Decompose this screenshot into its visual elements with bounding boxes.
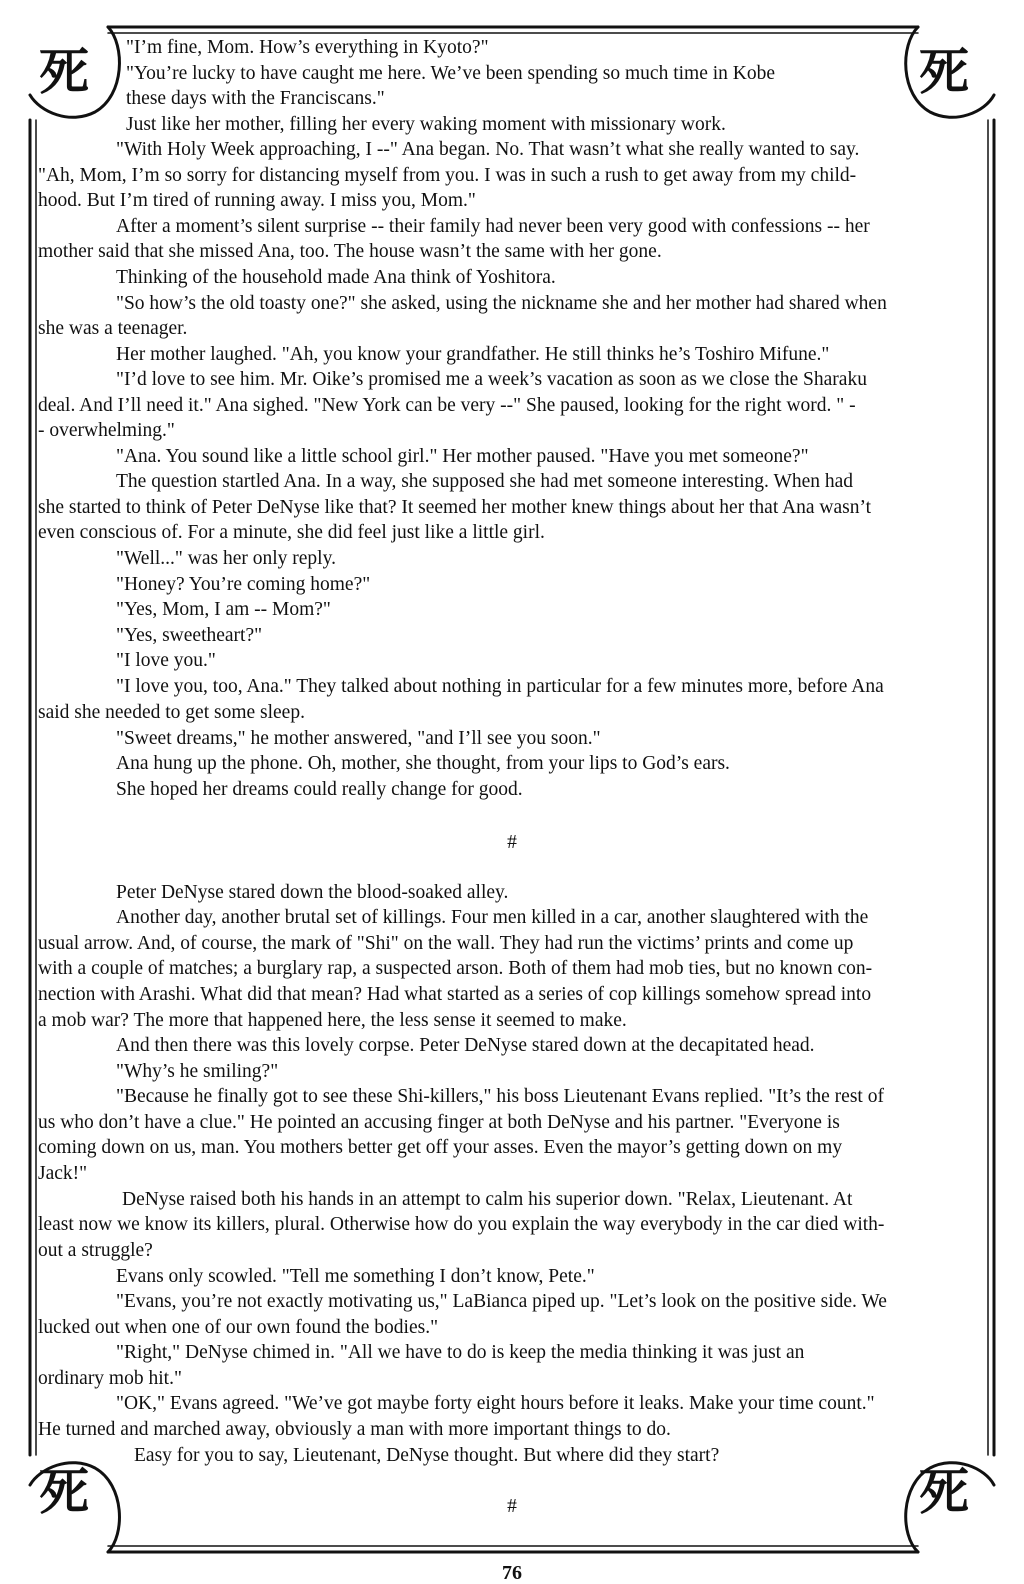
corner-kanji-bottom-left: 死 <box>39 1462 89 1521</box>
text-line: even conscious of. For a minute, she did feel just like a little girl. <box>38 522 545 543</box>
text-line: she was a teenager. <box>38 318 188 339</box>
text-line: Just like her mother, filling her every waking moment with missionary work. <box>126 114 726 135</box>
text-line: "OK," Evans agreed. "We’ve got maybe forty eight hours before it leaks. Make your time count." <box>116 1393 875 1414</box>
text-line: these days with the Franciscans." <box>126 88 385 109</box>
text-line: mother said that she missed Ana, too. The house wasn’t the same with her gone. <box>38 241 662 262</box>
text-line: "Yes, Mom, I am -- Mom?" <box>116 599 331 620</box>
text-line: "I love you, too, Ana." They talked about nothing in particular for a few minutes more, before Ana <box>116 676 884 697</box>
text-line: out a struggle? <box>38 1240 153 1261</box>
text-line: - overwhelming." <box>38 420 175 441</box>
text-line: Another day, another brutal set of killings. Four men killed in a car, another slaughtered with the <box>116 907 869 928</box>
corner-kanji-top-left: 死 <box>39 42 89 101</box>
text-line: a mob war? The more that happened here, the less sense it seemed to make. <box>38 1010 627 1031</box>
text-line: Evans only scowled. "Tell me something I don’t know, Pete." <box>116 1266 595 1287</box>
text-line: "You’re lucky to have caught me here. We’ve been spending so much time in Kobe <box>126 63 776 84</box>
text-line: Jack!" <box>38 1163 88 1184</box>
text-line: Her mother laughed. "Ah, you know your grandfather. He still thinks he’s Toshiro Mifune." <box>116 344 830 365</box>
text-line: deal. And I’ll need it." Ana sighed. "New York can be very --" She paused, looking for the right word. " - <box>38 395 856 416</box>
text-line: She hoped her dreams could really change for good. <box>116 779 523 800</box>
text-line: coming down on us, man. You mothers better get off your asses. Even the mayor’s getting down on my <box>38 1137 843 1158</box>
text-line: "I love you." <box>116 650 216 671</box>
text-line: The question startled Ana. In a way, she supposed she had met someone interesting. When had <box>116 471 854 492</box>
text-line: "Sweet dreams," he mother answered, "and I’ll see you soon." <box>116 728 601 749</box>
text-line: He turned and marched away, obviously a man with more important things to do. <box>38 1419 671 1440</box>
text-line: "Because he finally got to see these Shi-killers," his boss Lieutenant Evans replied. "It’s the rest of <box>116 1086 884 1107</box>
text-line: said she needed to get some sleep. <box>38 702 305 723</box>
section-break: # <box>507 1496 517 1517</box>
text-line: "Well..." was her only reply. <box>116 548 336 569</box>
text-line: usual arrow. And, of course, the mark of "Shi" on the wall. They had run the victims’ prints and come up <box>38 933 854 954</box>
text-line: "Evans, you’re not exactly motivating us," LaBianca piped up. "Let’s look on the positive side. We <box>116 1291 887 1312</box>
text-line: "I’d love to see him. Mr. Oike’s promised me a week’s vacation as soon as we close the Sharaku <box>116 369 867 390</box>
text-line: us who don’t have a clue." He pointed an accusing finger at both DeNyse and his partner. "Everyone is <box>38 1112 840 1133</box>
text-line: "With Holy Week approaching, I --" Ana began. No. That wasn’t what she really wanted to say. <box>116 139 860 160</box>
corner-kanji-bottom-right: 死 <box>919 1462 969 1521</box>
text-line: "Yes, sweetheart?" <box>116 625 263 646</box>
page-number: 76 <box>502 1562 522 1584</box>
text-line: "Why’s he smiling?" <box>116 1061 279 1082</box>
text-line: nection with Arashi. What did that mean? Had what started as a series of cop killings somehow spread into <box>38 984 872 1005</box>
text-line: DeNyse raised both his hands in an attempt to calm his superior down. "Relax, Lieutenant. At <box>122 1189 853 1210</box>
text-line: "Honey? You’re coming home?" <box>116 574 371 595</box>
text-line: least now we know its killers, plural. Otherwise how do you explain the way everybody in the car died with- <box>38 1214 885 1235</box>
text-line: "So how’s the old toasty one?" she asked, using the nickname she and her mother had shared when <box>116 293 887 314</box>
text-line: "Ana. You sound like a little school girl." Her mother paused. "Have you met someone?" <box>116 446 809 467</box>
text-line: After a moment’s silent surprise -- their family had never been very good with confessions -- her <box>116 216 870 237</box>
text-line: "Ah, Mom, I’m so sorry for distancing myself from you. I was in such a rush to get away from my child- <box>38 165 857 186</box>
corner-kanji-top-right: 死 <box>919 42 969 101</box>
text-line: she started to think of Peter DeNyse like that? It seemed her mother knew things about her that Ana wasn’t <box>38 497 872 518</box>
text-line: Peter DeNyse stared down the blood-soaked alley. <box>116 882 509 903</box>
text-line: "Right," DeNyse chimed in. "All we have to do is keep the media thinking it was just an <box>116 1342 805 1363</box>
text-line: Thinking of the household made Ana think of Yoshitora. <box>116 267 556 288</box>
text-line: with a couple of matches; a burglary rap, a suspected arson. Both of them had mob ties, but no known con- <box>38 958 873 979</box>
section-break: # <box>507 832 517 853</box>
text-line: lucked out when one of our own found the bodies." <box>38 1317 439 1338</box>
text-line: Easy for you to say, Lieutenant, DeNyse thought. But where did they start? <box>134 1445 720 1466</box>
text-line: Ana hung up the phone. Oh, mother, she thought, from your lips to God’s ears. <box>116 753 730 774</box>
text-line: hood. But I’m tired of running away. I miss you, Mom." <box>38 190 476 211</box>
text-line: "I’m fine, Mom. How’s everything in Kyoto?" <box>126 37 489 58</box>
text-line: ordinary mob hit." <box>38 1368 182 1389</box>
text-line: And then there was this lovely corpse. Peter DeNyse stared down at the decapitated head. <box>116 1035 815 1056</box>
